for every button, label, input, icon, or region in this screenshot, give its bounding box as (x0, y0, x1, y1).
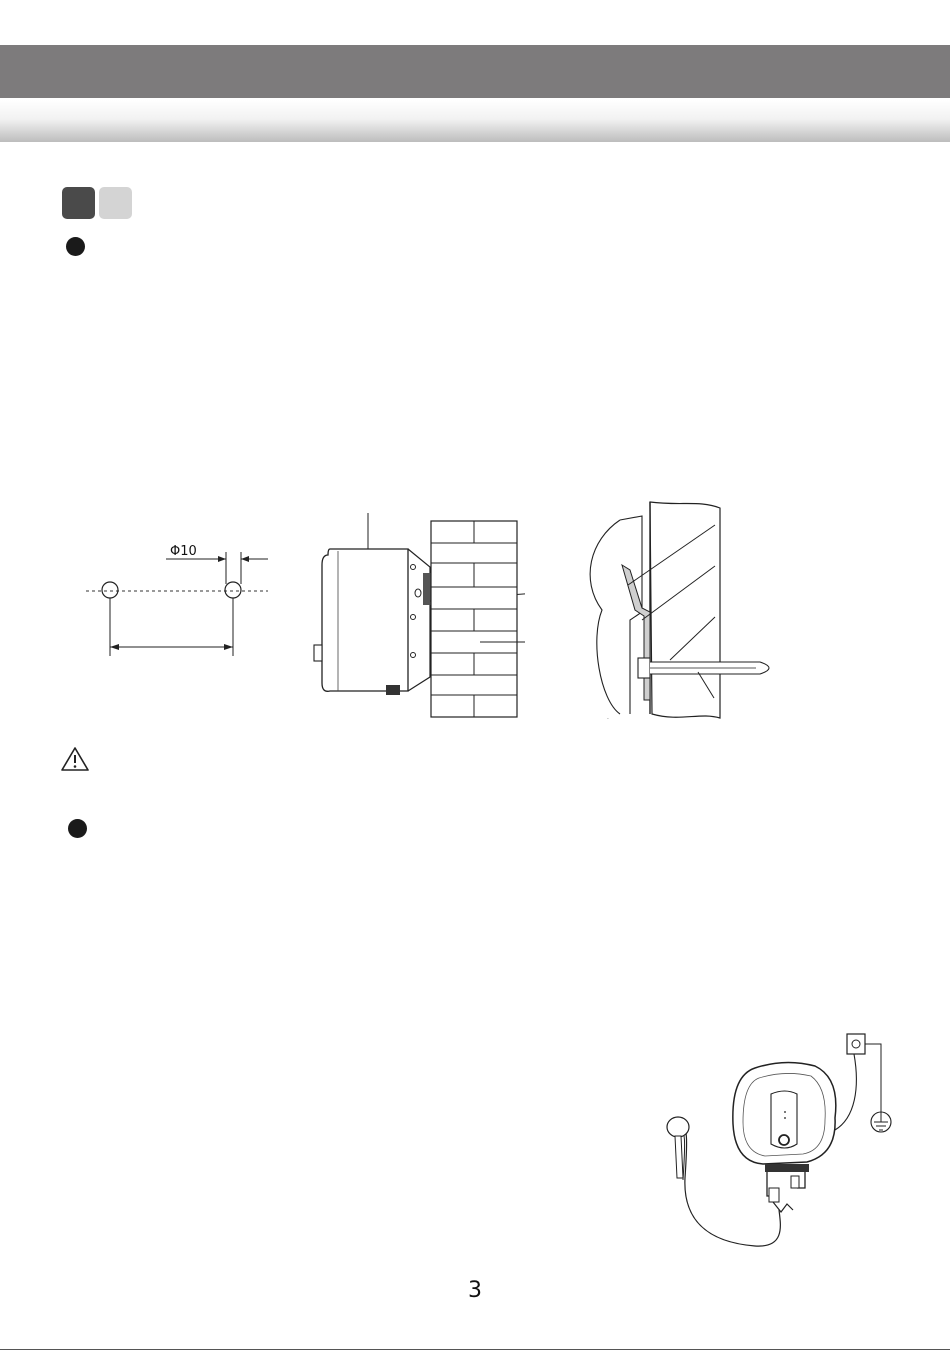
hole-dimension-diagram (80, 540, 275, 660)
svg-text:.: . (607, 714, 609, 721)
header-gradient-band (0, 100, 950, 142)
bullet-icon (66, 237, 85, 256)
shower-head-icon (667, 1117, 689, 1137)
footer-rule (0, 1349, 950, 1350)
wall-mount-diagram (300, 505, 525, 720)
page-number: 3 (468, 1278, 482, 1303)
power-knob-icon (779, 1135, 789, 1145)
bullet-icon (68, 819, 87, 838)
section-marker-dark (62, 187, 95, 219)
hole-diameter-label: Φ10 (170, 544, 197, 559)
header-bar (0, 45, 950, 98)
warning-icon (60, 746, 90, 772)
bracket-detail-diagram (580, 500, 780, 722)
heater-connection-diagram (655, 1028, 900, 1258)
section-marker-light (99, 187, 132, 219)
